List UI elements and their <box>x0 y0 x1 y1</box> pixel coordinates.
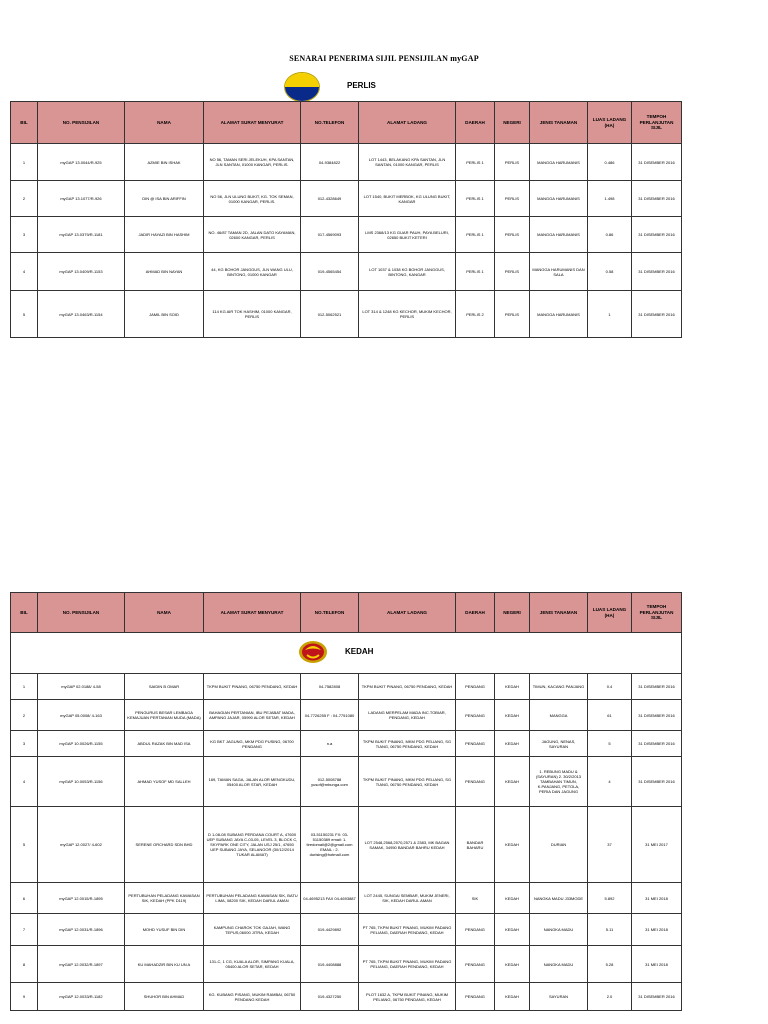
table-cell: BANDAR BAHARU <box>456 807 495 883</box>
table-cell: KEDAH <box>495 983 530 1011</box>
table-cell: AZMIE BIN ISHAK <box>125 144 204 181</box>
table-cell: 019-4429892 <box>301 914 359 946</box>
table-cell: PENDANG <box>456 914 495 946</box>
table-cell: 7 <box>11 914 38 946</box>
table-cell: myGAP 12.0031/R-1896 <box>38 914 125 946</box>
table-cell: myGAP 12.0027/ 4-602 <box>38 807 125 883</box>
table-cell: MANGGA HARUMANIS <box>530 217 588 253</box>
column-header: LUAS LADANG (HA) <box>588 593 632 633</box>
kedah-table <box>10 592 682 1011</box>
table-cell: KEDAH <box>495 700 530 731</box>
table-cell: 114 KG AIR TOK HASHIM, 01000 KANGAR, PERLIS <box>204 291 301 338</box>
table-cell: 4 <box>588 757 632 807</box>
table-cell: myGAP 10.0053/R-1156 <box>38 757 125 807</box>
table-cell: NANGKA MADU <box>530 946 588 983</box>
table-row <box>11 291 682 338</box>
column-header: JENIS TANAMAN <box>530 593 588 633</box>
table-cell: JAGUNG, NENAS, SAYURAN <box>530 731 588 757</box>
table-cell: SAYURAN <box>530 983 588 1011</box>
state-heading-kedah: KEDAH <box>345 647 374 656</box>
column-header: ALAMAT SURAT MENYURAT <box>204 593 301 633</box>
table-row <box>11 914 682 946</box>
state-heading-row-kedah <box>11 633 682 674</box>
table-cell: 5.11 <box>588 914 632 946</box>
table-cell: 2 <box>11 181 38 217</box>
table-cell: 1. REBUNG MADU & (SAYURAN) 2. 30/2/2013 TAMBAHAN TIMUN, K.PANJANG, PETOLA, PERIA DAN JAGUNG <box>530 757 588 807</box>
table-cell: PENDANG <box>456 731 495 757</box>
table-cell: MANGGA <box>530 700 588 731</box>
table-cell: 0.486 <box>588 144 632 181</box>
table-cell: PERLIS 1 <box>456 217 495 253</box>
table-cell: 31 MEI 2017 <box>632 807 682 883</box>
table-cell: myGAP 10.0026/R-1155 <box>38 731 125 757</box>
table-cell: LOT 2548,2568,2570,2571 & 2383, MK BAGAN SAMAK, 34950 BANDAR BAHRU KEDAH <box>359 807 456 883</box>
table-cell: 4 <box>11 253 38 291</box>
column-header: NEGERI <box>495 593 530 633</box>
state-heading-perlis: PERLIS <box>347 81 376 90</box>
table-cell: 37 <box>588 807 632 883</box>
table-row <box>11 253 682 291</box>
table-cell: 1 <box>11 144 38 181</box>
table-cell: 012-4328649 <box>301 181 359 217</box>
table-cell: 44, KG BOHOR JANGGUS, JLN WANG ULU, BINTONG, 01000 KANGAR <box>204 253 301 291</box>
table-cell: MANGGA HARUMANIS <box>530 291 588 338</box>
table-row <box>11 807 682 883</box>
table-cell: myGAP 13.0044/R-925 <box>38 144 125 181</box>
table-cell: NO. 46/87 TAMAN 2D, JALAN DATO KAYAMAN, 02600 KANGAR, PERLIS <box>204 217 301 253</box>
table-cell: myGAP 02.0188/ 4-58 <box>38 674 125 700</box>
table-cell: 2.0 <box>588 983 632 1011</box>
column-header: NO. PENSIJILAN <box>38 102 125 144</box>
table-cell: KEDAH <box>495 946 530 983</box>
column-header: TEMPOH PERLANJUTAN SIJIL <box>632 102 682 144</box>
table-cell: MANGGA HARUMANIS <box>530 181 588 217</box>
column-header: NAMA <box>125 593 204 633</box>
column-header: DAERAH <box>456 593 495 633</box>
table-cell: 04-4695213 FAX 04-4693887 <box>301 883 359 914</box>
table-cell: 019-4408888 <box>301 946 359 983</box>
table-cell: BAHAGIAN PERTANIAN, IBU PEJABAT MADA, AMPANG JAJAR, 05990 ALOR SETAR, KEDAH <box>204 700 301 731</box>
table-cell: 0.86 <box>588 217 632 253</box>
table-cell: 012-5062521 <box>301 291 359 338</box>
table-cell: myGAP 13.0409/R-1153 <box>38 253 125 291</box>
table-cell: AHMAD YUSOF MD SALLEH <box>125 757 204 807</box>
table-cell: KEDAH <box>495 674 530 700</box>
table-cell: KG BKT JAGUNG, MKM PDG PUSING, 06700 PENDANG <box>204 731 301 757</box>
table-cell: 5 <box>11 807 38 883</box>
column-header: BIL <box>11 102 38 144</box>
table-cell: 0.58 <box>588 253 632 291</box>
table-cell: PERLIS <box>495 144 530 181</box>
table-cell: 4 <box>11 757 38 807</box>
table-cell: TKPM BUKIT PINANG, 06750 PENDANG, KEDAH <box>359 674 456 700</box>
table-cell: KAMPUNG CHAROK TOK GAJAH, WANG TEPUS,06000 JITRA, KEDAH <box>204 914 301 946</box>
table-cell: 04-7726255 F : 04-7751080 <box>301 700 359 731</box>
table-cell: 169, TAMAN SAGA, JALAN ALOR MENGKUDU, 05400 ALOR STAR, KEDAH <box>204 757 301 807</box>
table-cell: KEDAH <box>495 883 530 914</box>
table-cell: PT 765, TKPM BUKIT PINANG, MUKIM PADANG PELIANG, DAERAH PENDANG, KEDAH <box>359 946 456 983</box>
table-cell: ABDUL RAZAK BIN MAD ISA <box>125 731 204 757</box>
table-cell: 31 DISEMBER 2016 <box>632 674 682 700</box>
table-cell: 0.4 <box>588 674 632 700</box>
table-cell: SHUHOR BIN AHMAD <box>125 983 204 1011</box>
kedah-crest-icon <box>298 640 328 664</box>
table-cell: 017-4569093 <box>301 217 359 253</box>
column-header: NEGERI <box>495 102 530 144</box>
table-row <box>11 983 682 1011</box>
perlis-flag-icon <box>284 72 320 102</box>
table-cell: 31 DISEMBER 2016 <box>632 253 682 291</box>
table-cell: PENDANG <box>456 946 495 983</box>
table-cell: 31 DISEMBER 2016 <box>632 700 682 731</box>
table-cell: NANGKA MADU J33MODE <box>530 883 588 914</box>
table-cell: myGAP 12.0032/R-1897 <box>38 946 125 983</box>
table-cell: LOT 314 & 1248 KG KECHOR, MUKIM KECHOR, PERLIS <box>359 291 456 338</box>
table-cell: LMS 2368/13 KG GUAR PAUH, PAYA BELURI, 02650 BUKIT KETERI <box>359 217 456 253</box>
table-cell: SIK <box>456 883 495 914</box>
table-cell: D 1-08-08 SUBANG PERDANA COURT A, 47600 UEP SUBANG JAYA C-03-05, LEVEL 3, BLOCK C, SKYPARK ONE CITY, JALAN USJ 25/1, 47650 UEP SUBANG JAYA, SELANGOR (30/12/2014 TUKAR ALAMAT) <box>204 807 301 883</box>
table-cell: KEDAH <box>495 807 530 883</box>
table-cell: PLOT 1632 A, TKPM BUKIT PINANG, MUKIM PELIANG, 06750 PENDANG, KEDAH <box>359 983 456 1011</box>
table-cell: LOT 1443, BELAKANG KPA SANTAN, JLN SANTAN, 01000 KANGAR, PERLIS <box>359 144 456 181</box>
table-cell: 3 <box>11 217 38 253</box>
table-cell: TIMUN, KACANG PANJANG <box>530 674 588 700</box>
table-cell: PT 765, TKPM BUKIT PINANG, MUKIM PADANG PELIANG, DAERAH PENDANG, KEDAH <box>359 914 456 946</box>
table-row <box>11 217 682 253</box>
table-cell: PENGURUS BESAR LEMBAGA KEMAJUAN PERTANIAN MUDA (MADA) <box>125 700 204 731</box>
column-header: JENIS TANAMAN <box>530 102 588 144</box>
table-cell: MOHD YUSUF BIN DIN <box>125 914 204 946</box>
table-cell: MANGGA HARUMANIS <box>530 144 588 181</box>
table-cell: KEDAH <box>495 914 530 946</box>
table-cell: 31 DISEMBER 2016 <box>632 217 682 253</box>
table-cell: 04-7582808 <box>301 674 359 700</box>
table-cell: DIN @ ISA BIN ARIFFIN <box>125 181 204 217</box>
table-cell: PENDANG <box>456 700 495 731</box>
column-header: ALAMAT SURAT MENYURAT <box>204 102 301 144</box>
table-cell: TKPM BUKIT PINANG, MKM PDG PELIANG, SG TIANG, 06750 PENDANG, KEDAH <box>359 731 456 757</box>
table-cell: PENDANG <box>456 757 495 807</box>
table-cell: PERTUBUHAN PELADANG KAWASAN SIK, KEDAH (PPK D119) <box>125 883 204 914</box>
table-cell: KU MAHADZIR BIN KU UN A <box>125 946 204 983</box>
table-cell: PERLIS <box>495 217 530 253</box>
table-cell: 5 <box>588 731 632 757</box>
column-header: NO. PENSIJILAN <box>38 593 125 633</box>
table-cell: 3 <box>11 731 38 757</box>
table-cell: 61 <box>588 700 632 731</box>
table-cell: NO 56, JLN ULUNG BUKIT, KG. TOK SEMAN, 01000 KANGAR, PERLIS. <box>204 181 301 217</box>
column-header: BIL <box>11 593 38 633</box>
table-cell: 31 DISEMBER 2016 <box>632 731 682 757</box>
table-cell: 019-4327250 <box>301 983 359 1011</box>
table-cell: PERLIS <box>495 181 530 217</box>
table-cell: myGAP 12.0015/R-1895 <box>38 883 125 914</box>
table-row <box>11 757 682 807</box>
table-cell: 6 <box>11 883 38 914</box>
table-cell: 31 DISEMBER 2016 <box>632 291 682 338</box>
table-cell: AHMAD BIN NAYAN <box>125 253 204 291</box>
table-cell: 5.892 <box>588 883 632 914</box>
table-cell: SERENE ORCHARD SDN BHD <box>125 807 204 883</box>
table-row <box>11 700 682 731</box>
table-cell: 1 <box>588 291 632 338</box>
table-cell: 1.498 <box>588 181 632 217</box>
table-cell: 2 <box>11 700 38 731</box>
table-cell: 31 DISEMBER 2016 <box>632 144 682 181</box>
table-cell: 1 <box>11 674 38 700</box>
table-cell: NANGKA MADU <box>530 914 588 946</box>
column-header: DAERAH <box>456 102 495 144</box>
table-row <box>11 946 682 983</box>
table-cell: KEDAH <box>495 757 530 807</box>
table-row <box>11 731 682 757</box>
column-header: NO.TELEFON <box>301 593 359 633</box>
table-cell: 04-9384822 <box>301 144 359 181</box>
table-cell: PERTUBUHAN PELADANG KAWASAN SIK, BATU LIMA, 08200 SIK, KEDAH DARUL AMAN <box>204 883 301 914</box>
column-header: NO.TELEFON <box>301 102 359 144</box>
table-cell: TKPM BUKIT PINANG, 06750 PENDANG, KEDAH <box>204 674 301 700</box>
table-cell: 31 DISEMBER 2016 <box>632 757 682 807</box>
table-cell: 012-5008788 yusof@mbunga.com <box>301 757 359 807</box>
table-row <box>11 181 682 217</box>
table-row <box>11 883 682 914</box>
table-cell: myGAP 12.0033/R-1182 <box>38 983 125 1011</box>
table-cell: 03-51150231 FX: 03-51150389 email: 1. tiredomail@2@gmail.com EMAIL : 2. durising@hotmail.com <box>301 807 359 883</box>
table-cell: n.a <box>301 731 359 757</box>
table-cell: PERLIS <box>495 291 530 338</box>
table-cell: KEDAH <box>495 731 530 757</box>
table-cell: 9 <box>11 983 38 1011</box>
table-cell: myGAP 13.1077/R-926 <box>38 181 125 217</box>
table-cell: 31 MEI 2018 <box>632 883 682 914</box>
table-cell: PENDANG <box>456 983 495 1011</box>
table-cell: LOT 2445, SUNGAI SEMBAR, MUKIM JENERI, SIK, KEDAH DARUL AMAN <box>359 883 456 914</box>
table-cell: PERLIS 1 <box>456 144 495 181</box>
table-cell: 31 DISEMBER 2016 <box>632 983 682 1011</box>
column-header: TEMPOH PERLANJUTAN SIJIL <box>632 593 682 633</box>
table-cell: LOT 1037 & 1038 KG BOHOR JANGGUS, BINTONG, KANGAR <box>359 253 456 291</box>
column-header: LUAS LADANG (HA) <box>588 102 632 144</box>
table-cell: TKPM BUKIT PINANG, MKM PDG PELIANG, SG TIANG, 06750 PENDANG, KEDAH <box>359 757 456 807</box>
table-cell: PERLIS <box>495 253 530 291</box>
table-cell: PENDANG <box>456 674 495 700</box>
table-cell: NO 56, TAMAN SERI JELEKUH, KPA SANTAN, JLN SANTAN, 01000 KANGAR, PERLIS. <box>204 144 301 181</box>
table-cell: JAMIL BIN SOID <box>125 291 204 338</box>
table-cell: 31 MEI 2018 <box>632 946 682 983</box>
table-cell: 31 MEI 2018 <box>632 914 682 946</box>
table-cell: SAIDIN B OMAR <box>125 674 204 700</box>
table-cell: PERLIS 1 <box>456 253 495 291</box>
table-cell: LADANG MERPELAM MADA INC.TOBIAR, PENDANG, KEDAH <box>359 700 456 731</box>
table-cell: myGAP 05.0008/ 4-163 <box>38 700 125 731</box>
table-cell: DURIAN <box>530 807 588 883</box>
table-row <box>11 144 682 181</box>
table-cell: PERLIS 2 <box>456 291 495 338</box>
table-cell: 5 <box>11 291 38 338</box>
document-title: SENARAI PENERIMA SIJIL PENSIJILAN myGAP <box>289 54 479 63</box>
column-header: ALAMAT LADANG <box>359 102 456 144</box>
column-header: NAMA <box>125 102 204 144</box>
table-cell: LOT 1540, BUKIT MERBOK, KG ULUNG BUKIT, KANGAR <box>359 181 456 217</box>
table-cell: MANGGA HARUMANIS DAN SALA <box>530 253 588 291</box>
table-cell: myGAP 13.0379/R-1181 <box>38 217 125 253</box>
table-cell: KG. KUBANG PISANG, MUKIM RAMBAI, 06750 PENDANG KEDAH <box>204 983 301 1011</box>
table-cell: 019-4565454 <box>301 253 359 291</box>
table-row <box>11 674 682 700</box>
table-cell: 8 <box>11 946 38 983</box>
table-cell: 31 DISEMBER 2016 <box>632 181 682 217</box>
table-cell: PERLIS 1 <box>456 181 495 217</box>
table-cell: 5.28 <box>588 946 632 983</box>
table-cell: myGAP 13.0463/R-1154 <box>38 291 125 338</box>
column-header: ALAMAT LADANG <box>359 593 456 633</box>
table-cell: JADIR HAYAZI BIN HASHIM <box>125 217 204 253</box>
perlis-table <box>10 101 682 338</box>
table-cell: 131-C, 1 CG, KUALA ALOR, SIMPANG KUALA, 05400 ALOR SETAR, KEDAH <box>204 946 301 983</box>
